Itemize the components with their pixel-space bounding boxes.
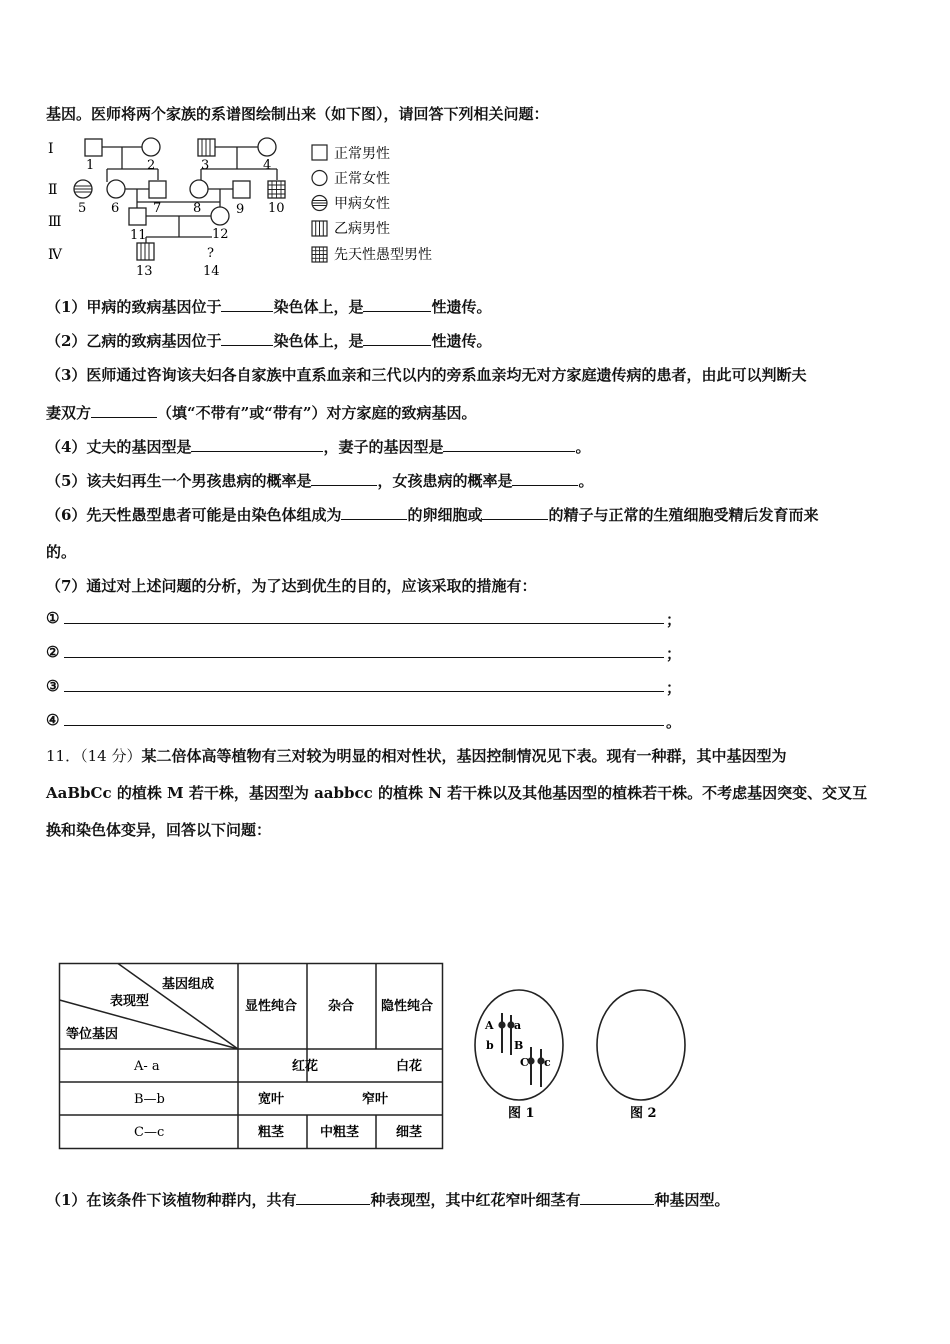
question-11-line-2: AaBbCc 的植株 M 若干株，基因型为 aabbcc 的植株 N 若干株以及其他基因型的植株若干株。不考虑基因突变、交叉互 [46, 784, 868, 802]
member-5 [74, 180, 92, 198]
legend-male-normal-icon [312, 145, 327, 160]
answer-line-4[interactable]: ④ 。 [46, 711, 682, 731]
answer-blank[interactable] [191, 437, 323, 452]
member-8 [190, 180, 208, 198]
legend-male-disease-b-icon [312, 221, 327, 236]
member-4 [258, 138, 276, 156]
table-cell: 窄叶 [362, 1092, 389, 1107]
allele-label: C [520, 1056, 529, 1069]
answer-blank[interactable] [221, 331, 273, 346]
legend-label: 甲病女性 [334, 196, 390, 212]
member-6 [107, 180, 125, 198]
member-7 [149, 181, 166, 198]
question-11-line-3: 换和染色体变异，回答以下问题： [46, 821, 272, 839]
member-11 [129, 208, 146, 225]
question-4: （4）丈夫的基因型是 ，妻子的基因型是 。 [46, 438, 591, 456]
question-1: （1）甲病的致病基因位于 染色体上，是 性遗传。 [46, 298, 492, 316]
gen-label: Ⅲ [48, 214, 62, 230]
member-number: 14 [203, 264, 220, 279]
table-header-allele: 等位基因 [66, 1027, 119, 1042]
table-col-header: 显性纯合 [245, 999, 298, 1014]
member-number: 1 [86, 158, 95, 173]
member-number: 11 [130, 228, 147, 243]
question-3-line-2: 妻双方 （填“不带有”或“带有”）对方家庭的致病基因。 [46, 404, 477, 422]
pedigree-chart [40, 132, 480, 282]
member-3 [198, 139, 215, 156]
table-header-gene-composition: 基因组成 [162, 977, 215, 992]
member-number: 12 [212, 227, 229, 242]
table-cell: 粗茎 [258, 1125, 285, 1140]
table-cell: 宽叶 [258, 1092, 285, 1107]
allele-label: b [486, 1039, 494, 1052]
question-6-line-1: （6）先天性愚型患者可能是由染色体组成为 的卵细胞或 的精子与正常的生殖细胞受精后发育而来 [46, 506, 819, 524]
table-cell: 白花 [396, 1059, 423, 1074]
answer-blank[interactable] [443, 437, 575, 452]
member-number: 6 [111, 201, 120, 216]
allele-label: B [514, 1039, 524, 1052]
member-number: 4 [263, 158, 272, 173]
member-9-square [233, 181, 250, 198]
table-cell: 红花 [292, 1059, 319, 1074]
answer-line-3[interactable]: ③ ； [46, 677, 682, 697]
table-header-phenotype: 表现型 [110, 994, 150, 1009]
legend-label: 先天性愚型男性 [334, 247, 432, 263]
question-6-line-2: 的。 [46, 543, 77, 561]
answer-blank[interactable] [341, 505, 407, 520]
question-3-line-1: （3）医师通过咨询该夫妇各自家族中直系血亲和三代以内的旁系血亲均无对方家庭遗传病的患者，由此可以判断夫 [46, 366, 807, 384]
answer-blank[interactable] [91, 403, 157, 418]
member-number: 8 [193, 201, 202, 216]
member-1 [85, 139, 102, 156]
legend-female-normal-icon [312, 171, 327, 186]
cell-figures [468, 985, 698, 1125]
answer-blank[interactable] [296, 1190, 370, 1205]
legend-label: 正常男性 [334, 146, 390, 162]
legend-label: 正常女性 [334, 171, 390, 187]
table-cell: 中粗茎 [320, 1125, 360, 1140]
allele-label: A [485, 1019, 494, 1032]
table-cell: 细茎 [396, 1125, 423, 1140]
answer-blank[interactable] [482, 505, 548, 520]
figure-1-caption: 图 1 [508, 1106, 535, 1121]
member-2 [142, 138, 160, 156]
question-11-1: （1）在该条件下该植物种群内，共有 种表现型，其中红花窄叶细茎有 种基因型。 [46, 1191, 730, 1209]
intro-text: 基因。医师将两个家族的系谱图绘制出来（如下图），请回答下列相关问题： [46, 105, 549, 123]
legend-male-down-syndrome-icon [312, 247, 327, 262]
question-2: （2）乙病的致病基因位于 染色体上，是 性遗传。 [46, 332, 492, 350]
member-number: 3 [201, 158, 210, 173]
table-col-header: 隐性纯合 [381, 999, 434, 1014]
question-5: （5）该夫妇再生一个男孩患病的概率是 ，女孩患病的概率是 。 [46, 472, 594, 490]
table-row-gene: B—b [134, 1092, 165, 1107]
gene-table [58, 962, 446, 1152]
allele-label: a [514, 1019, 522, 1032]
legend-female-disease-a-icon [312, 196, 327, 211]
gen-label: Ⅱ [48, 182, 58, 198]
answer-blank[interactable] [363, 297, 431, 312]
table-row-gene: A- a [134, 1059, 160, 1074]
table-row-gene: C—c [134, 1125, 165, 1140]
member-10 [268, 181, 285, 198]
gen-label: Ⅰ [48, 141, 54, 157]
member-number: 13 [136, 264, 153, 279]
unknown-mark: ? [207, 246, 214, 261]
member-12 [211, 207, 229, 225]
question-7: （7）通过对上述问题的分析，为了达到优生的目的，应该采取的措施有： [46, 577, 537, 595]
cell-figure-2 [597, 990, 685, 1100]
answer-blank[interactable] [363, 331, 431, 346]
answer-blank[interactable] [580, 1190, 654, 1205]
member-number: 2 [147, 158, 156, 173]
answer-blank[interactable] [512, 471, 578, 486]
figure-2-caption: 图 2 [630, 1106, 657, 1121]
member-number: 7 [153, 201, 162, 216]
question-11-line-1: 11．（14 分）某二倍体高等植物有三对较为明显的相对性状，基因控制情况见下表。现有一种群，其中基因型为 [46, 747, 787, 765]
member-number: 9 [236, 202, 245, 217]
legend-label: 乙病男性 [334, 221, 390, 237]
member-number: 5 [78, 201, 87, 216]
table-col-header: 杂合 [328, 999, 355, 1014]
answer-blank[interactable] [311, 471, 377, 486]
answer-blank[interactable] [221, 297, 273, 312]
member-13 [137, 243, 154, 260]
member-number: 10 [268, 201, 285, 216]
answer-line-1[interactable]: ① ； [46, 609, 682, 629]
answer-line-2[interactable]: ② ； [46, 643, 682, 663]
allele-label: c [544, 1056, 551, 1069]
gen-label: Ⅳ [48, 247, 62, 263]
